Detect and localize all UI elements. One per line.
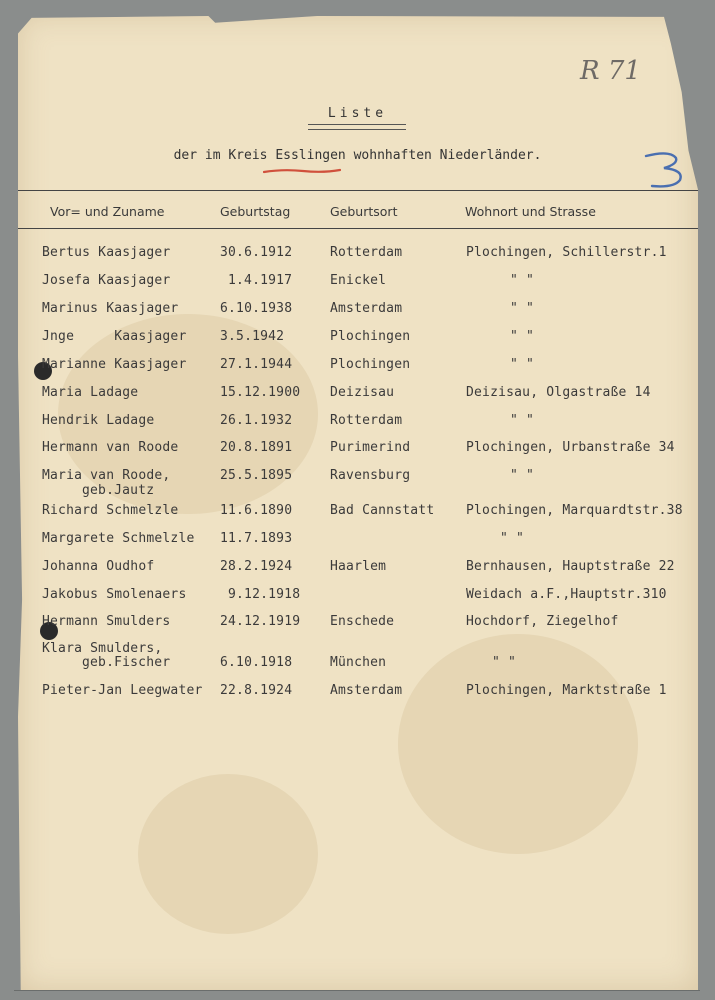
row-birthdate: 6.10.1938 [220,301,293,316]
column-header-name: Vor= und Zuname [50,204,165,219]
row-residence: " " [500,531,525,546]
row-birthdate: 26.1.1932 [220,413,293,428]
row-birthplace: Purimerind [330,440,411,455]
subtitle-part: der im Kreis [173,148,276,163]
row-birthplace: Plochingen [330,329,411,344]
column-header-birthdate: Geburtstag [220,204,291,219]
row-residence: Hochdorf, Ziegelhof [466,614,619,629]
column-header-birthplace: Geburtsort [330,204,398,219]
row-name: Marinus Kaasjager [42,301,179,316]
row-name-maiden: geb.Fischer [82,655,171,670]
row-residence: Weidach a.F.,Hauptstr.310 [466,587,667,602]
subtitle-district: Esslingen [275,148,346,163]
row-birthdate: 11.6.1890 [220,503,293,518]
row-birthdate: 28.2.1924 [220,559,293,574]
paper-stain [398,634,638,854]
document-subtitle [0,148,715,163]
row-name: Johanna Oudhof [42,559,155,574]
column-header-residence: Wohnort und Strasse [465,204,596,219]
row-residence: Plochingen, Urbanstraße 34 [466,440,675,455]
row-residence: Bernhausen, Hauptstraße 22 [466,559,675,574]
row-birthdate: 6.10.1918 [220,655,293,670]
row-residence: Plochingen, Marquardtstr.38 [466,503,683,518]
row-birthplace: Haarlem [330,559,387,574]
red-underline-mark [263,168,341,174]
row-residence: " " [510,468,535,483]
row-name: Jakobus Smolenaers [42,587,187,602]
blue-number-mark [640,148,690,192]
paper-stain [138,774,318,934]
row-name: Pieter-Jan Leegwater [42,683,203,698]
subtitle-part: wohnhaften Niederländer. [345,148,542,163]
row-name: Marianne Kaasjager [42,357,187,372]
row-birthplace: Ravensburg [330,468,411,483]
row-name: Maria Ladage [42,385,139,400]
row-birthplace: Amsterdam [330,683,403,698]
row-birthdate: 15.12.1900 [220,385,301,400]
row-birthdate: 22.8.1924 [220,683,293,698]
row-birthdate: 27.1.1944 [220,357,293,372]
row-birthplace: Rotterdam [330,245,403,260]
row-name: Klara Smulders, [42,641,163,656]
row-name: Josefa Kaasjager [42,273,171,288]
document-title: Liste [327,106,388,121]
row-residence: " " [510,357,535,372]
row-residence: " " [510,273,535,288]
title-double-rule [308,124,406,130]
row-name: Hermann van Roode [42,440,179,455]
row-name: Richard Schmelzle [42,503,179,518]
row-birthdate: 20.8.1891 [220,440,293,455]
row-birthplace: Enschede [330,614,395,629]
row-residence: Plochingen, Schillerstr.1 [466,245,667,260]
table-top-rule [18,190,698,191]
row-name: Hendrik Ladage [42,413,155,428]
row-birthdate: 11.7.1893 [220,531,293,546]
row-birthplace: Rotterdam [330,413,403,428]
row-birthdate: 25.5.1895 [220,468,293,483]
row-birthplace: Deizisau [330,385,395,400]
row-birthplace: Plochingen [330,357,411,372]
row-name: Jnge Kaasjager [42,329,187,344]
row-name-maiden: geb.Jautz [82,483,155,498]
row-name: Maria van Roode, [42,468,171,483]
row-birthplace: Amsterdam [330,301,403,316]
row-name: Hermann Smulders [42,614,171,629]
row-birthdate: 1.4.1917 [228,273,293,288]
table-header-rule [18,228,698,229]
row-residence: " " [492,655,517,670]
page-bottom-edge [14,990,700,991]
row-residence: Plochingen, Marktstraße 1 [466,683,667,698]
row-birthdate: 30.6.1912 [220,245,293,260]
row-birthdate: 9.12.1918 [228,587,301,602]
row-birthdate: 24.12.1919 [220,614,301,629]
row-name: Margarete Schmelzle [42,531,195,546]
row-name: Bertus Kaasjager [42,245,171,260]
row-residence: " " [510,413,535,428]
row-birthdate: 3.5.1942 [220,329,285,344]
row-birthplace: München [330,655,387,670]
pencil-note: R 71 [580,56,641,86]
row-residence: Deizisau, Olgastraße 14 [466,385,651,400]
row-residence: " " [510,329,535,344]
row-birthplace: Enickel [330,273,387,288]
row-residence: " " [510,301,535,316]
row-birthplace: Bad Cannstatt [330,503,435,518]
